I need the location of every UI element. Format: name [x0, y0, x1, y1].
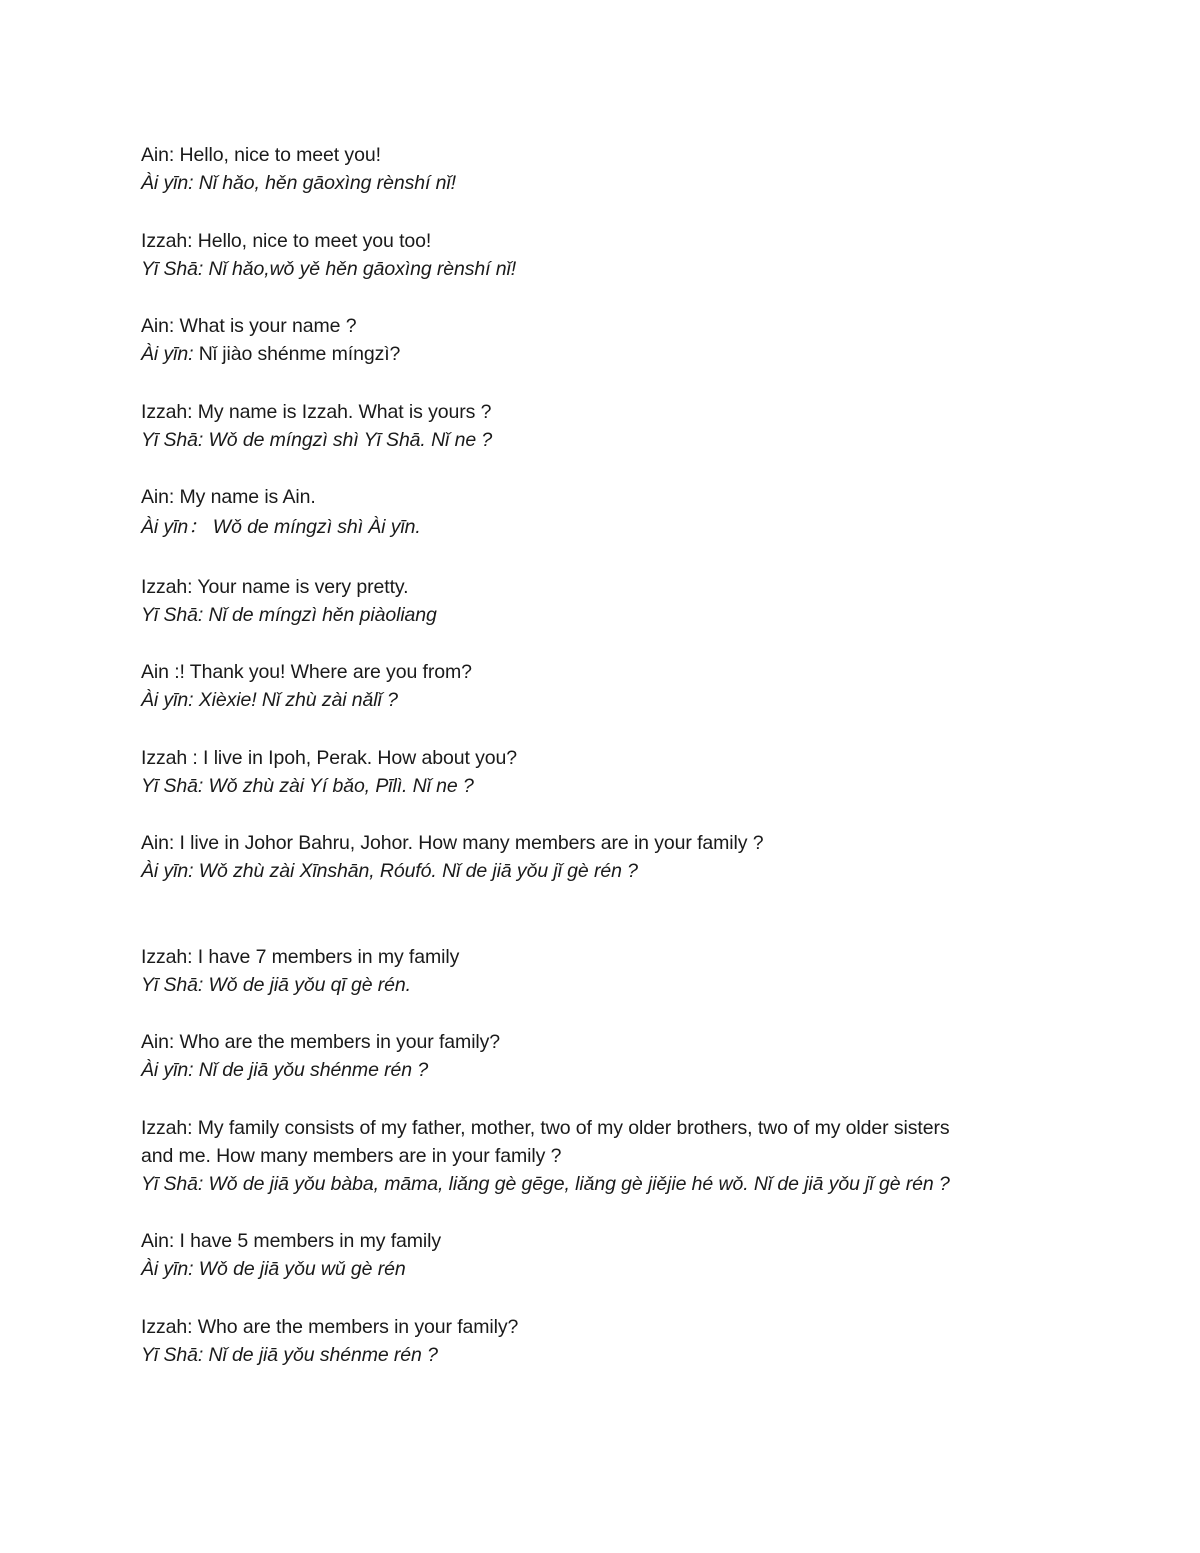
dialogue-line-english: Ain: I live in Johor Bahru, Johor. How many members are in your family ? — [141, 832, 764, 854]
dialogue-line-english: Ain: My name is Ain. — [141, 486, 316, 508]
dialogue-line-english: Ain: What is your name ? — [141, 315, 357, 337]
dialogue-line-english: Izzah: I have 7 members in my family — [141, 946, 460, 968]
dialogue-line-english: Ain: I have 5 members in my family — [141, 1230, 442, 1252]
dialogue-line-english: Izzah : I live in Ipoh, Perak. How about you? — [141, 747, 517, 769]
dialogue-line-english: Izzah: My name is Izzah. What is yours ? — [141, 401, 492, 423]
dialogue-text: Nǐ jiào shénme míngzì? — [193, 343, 401, 365]
dialogue-line-english: Izzah: Who are the members in your family? — [141, 1316, 519, 1338]
speaker-prefix: Ài yīn: — [141, 343, 194, 365]
dialogue-line-pinyin: Yī Shā: Wǒ zhù zài Yí bǎo, Pīlì. Nǐ ne ? — [141, 775, 474, 797]
dialogue-line-pinyin: Yī Shā: Wǒ de míngzì shì Yī Shā. Nǐ ne ? — [141, 429, 493, 451]
dialogue-line-pinyin: Yī Shā: Wǒ de jiā yǒu qī gè rén. — [141, 974, 411, 996]
dialogue-line-english: Ain: Hello, nice to meet you! — [141, 144, 381, 166]
dialogue-line-pinyin: Ài yīn: Wǒ de jiā yǒu wǔ gè rén — [141, 1258, 406, 1280]
dialogue-line-english: and me. How many members are in your family ? — [141, 1145, 562, 1167]
dialogue-line-english: Izzah: Hello, nice to meet you too! — [141, 230, 432, 252]
dialogue-line-pinyin: Ài yīn: Nǐ de jiā yǒu shénme rén ? — [141, 1059, 429, 1081]
dialogue-line-pinyin: Ài yīn: Xièxie! Nǐ zhù zài nǎlǐ ? — [141, 689, 398, 711]
dialogue-line-pinyin: Yī Shā: Wǒ de jiā yǒu bàba, māma, liǎng gè gēge, liǎng gè jiějie hé wǒ. Nǐ de jiā yǒu jǐ gè rén ? — [141, 1173, 950, 1195]
dialogue-line-pinyin: Yī Shā: Nǐ de míngzì hěn piàoliang — [141, 604, 437, 626]
dialogue-line-pinyin: Ài yīn: Wǒ zhù zài Xīnshān, Róufó. Nǐ de jiā yǒu jǐ gè rén ? — [141, 860, 638, 882]
dialogue-line-pinyin — [141, 342, 400, 366]
dialogue-line-pinyin: Ài yīn: Nǐ hǎo, hěn gāoxìng rènshí nǐ! — [141, 172, 456, 194]
dialogue-line-english: Ain :! Thank you! Where are you from? — [141, 661, 472, 683]
dialogue-line-english: Izzah: Your name is very pretty. — [141, 576, 409, 598]
dialogue-line-pinyin: Yī Shā: Nǐ de jiā yǒu shénme rén ? — [141, 1344, 438, 1366]
dialogue-line-english: Ain: Who are the members in your family? — [141, 1031, 501, 1053]
dialogue-line-pinyin: Ài yīn： Wǒ de míngzì shì Ài yīn. — [141, 516, 421, 538]
dialogue-line-english: Izzah: My family consists of my father, mother, two of my older brothers, two of my older sisters — [141, 1117, 950, 1139]
dialogue-line-pinyin: Yī Shā: Nǐ hǎo,wǒ yě hěn gāoxìng rènshí nǐ! — [141, 258, 517, 280]
